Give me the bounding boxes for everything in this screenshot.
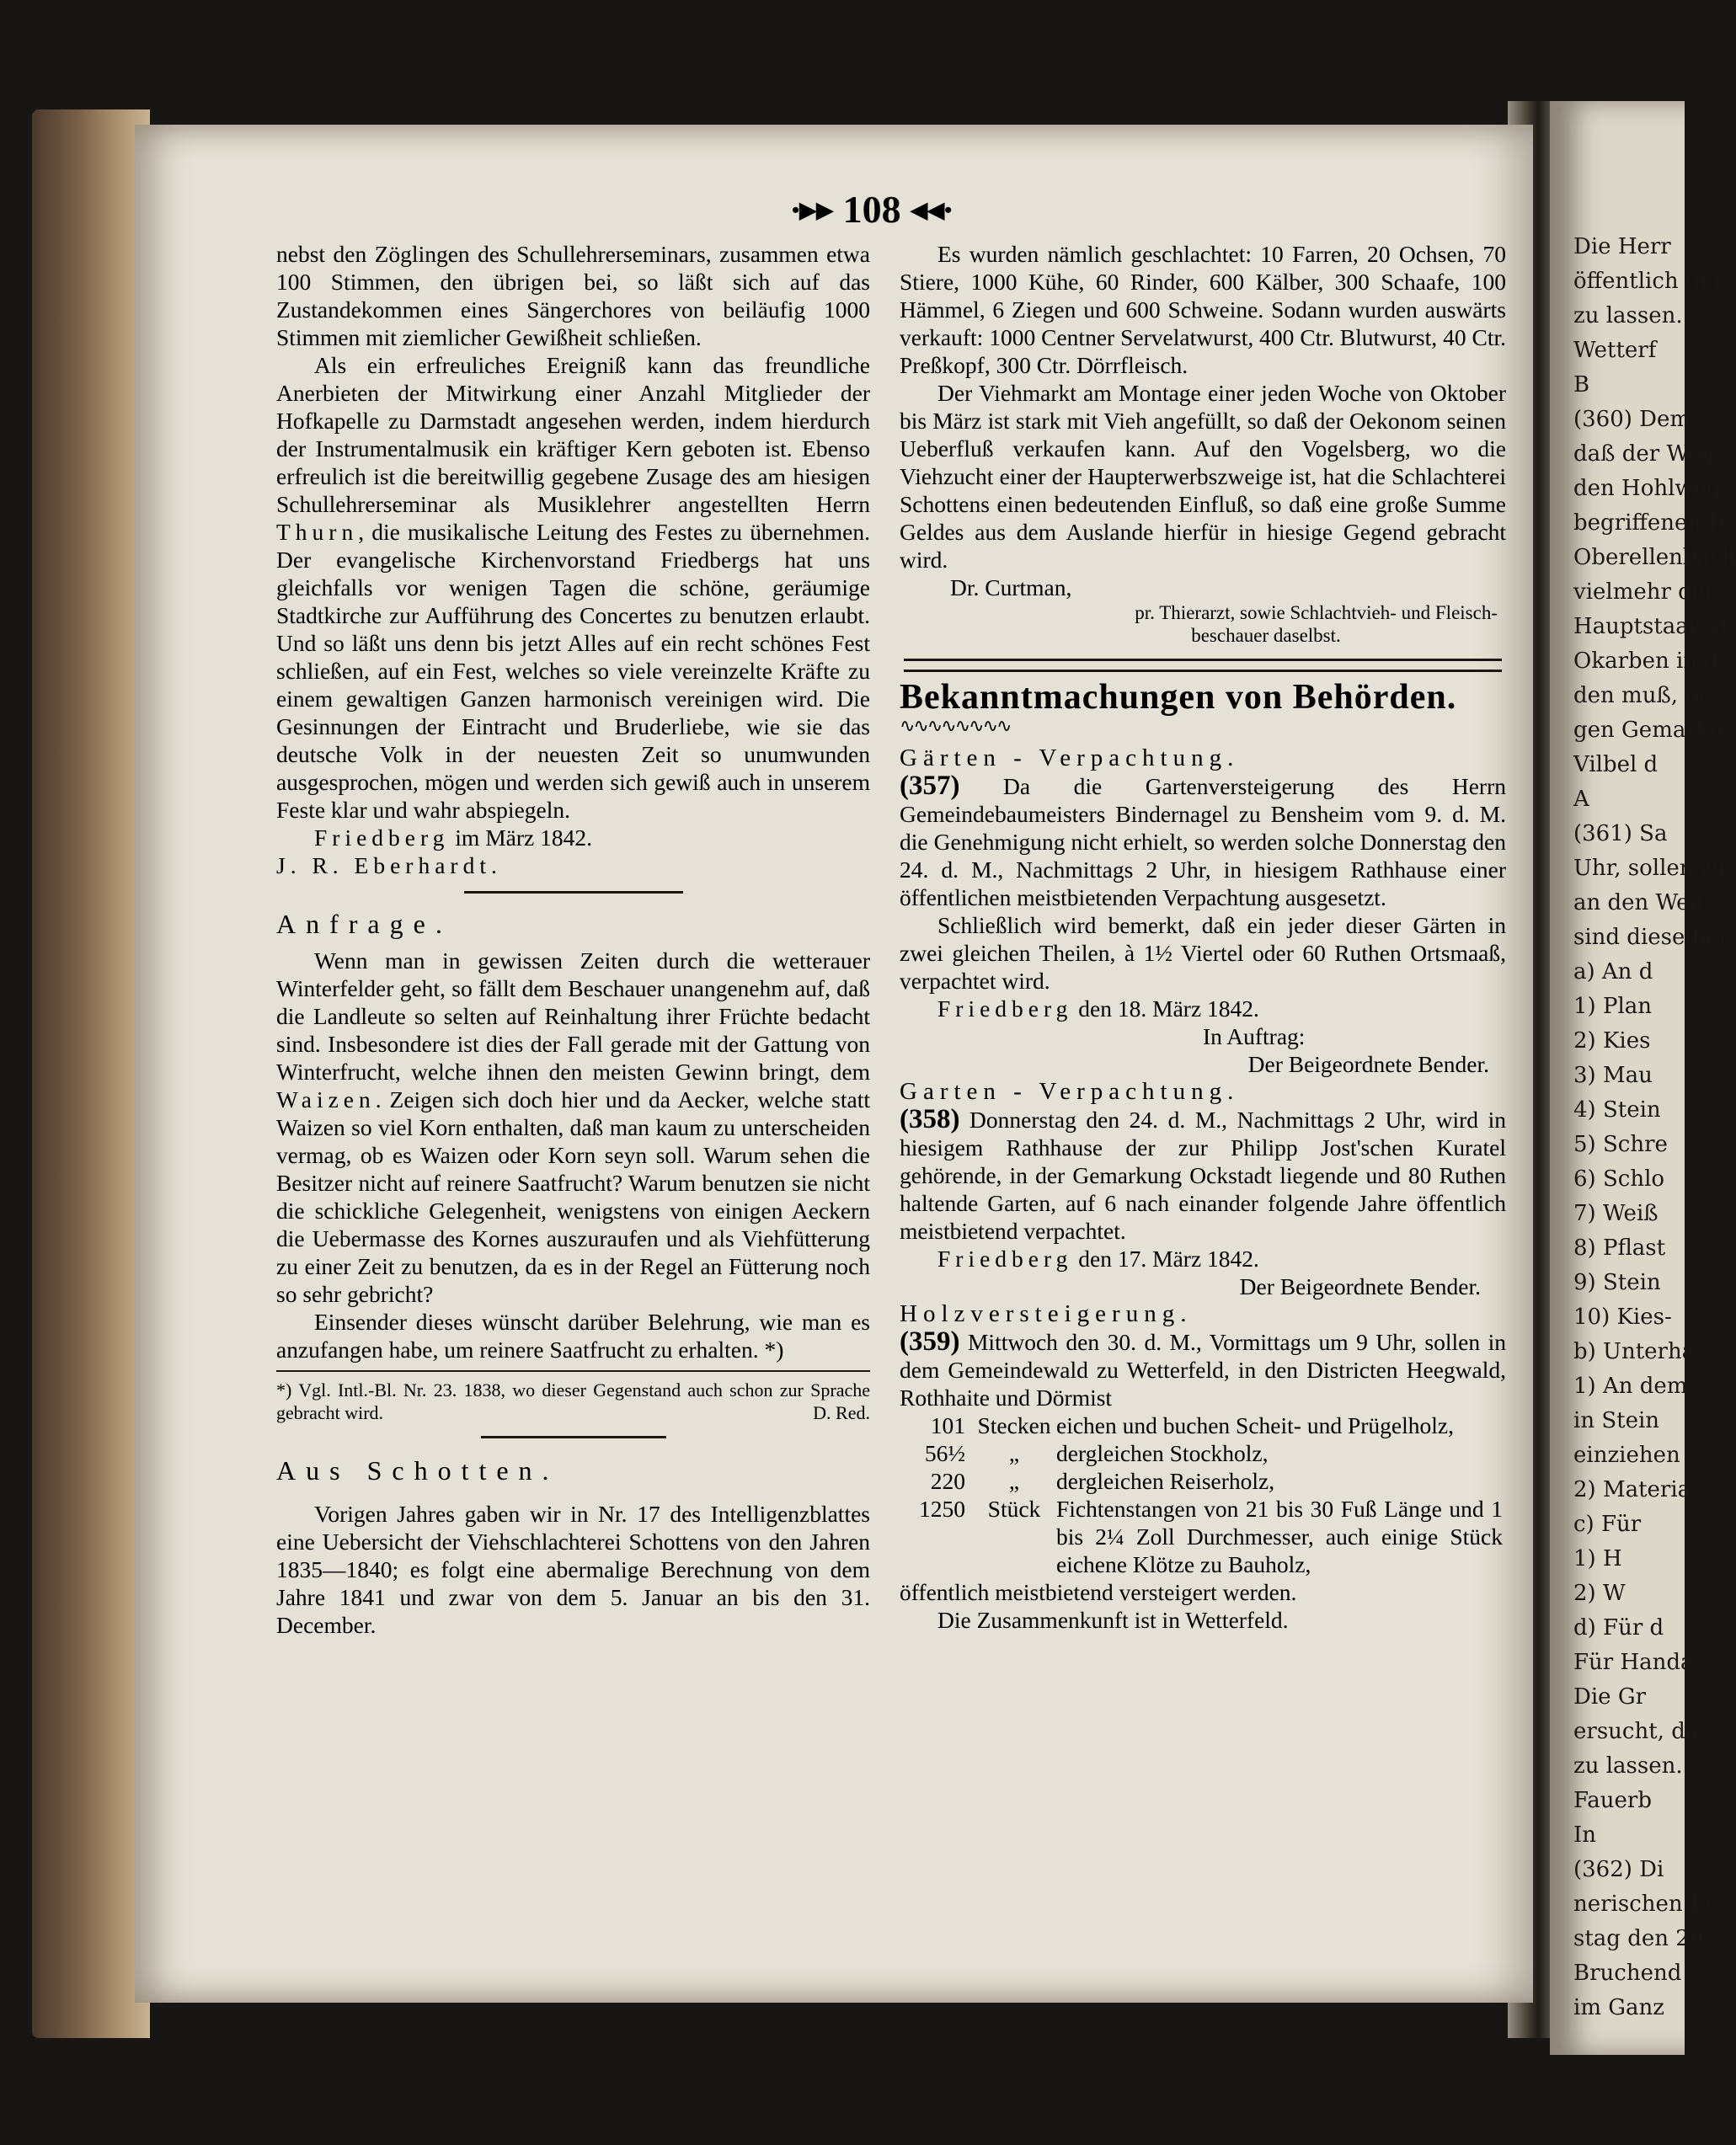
- paragraph-continued: nebst den Zöglingen des Schullehrerseminars, zusammen etwa 100 Stimmen, den übrigen bei, so läßt sich auf das Zustandekommen eines Sängerchores von beiläufig 1000 Stimmen mit ziemlicher Gewißheit schließen.: [276, 241, 870, 350]
- signature-eberhardt: J. R. Eberhardt.: [276, 852, 502, 878]
- next-page-line: zu lassen.: [1573, 1753, 1683, 1779]
- next-page-line: 2) Materia: [1573, 1477, 1691, 1502]
- next-page-line: 9) Stein: [1573, 1270, 1661, 1295]
- place: Friedberg: [937, 1246, 1073, 1272]
- next-page-line: daß der Weg: [1573, 441, 1715, 467]
- notice-359-p3: Die Zusammenkunft ist in Wetterfeld.: [937, 1607, 1289, 1633]
- next-page-line: den muß, bis: [1573, 683, 1717, 708]
- wood-qty: 101: [930, 1412, 965, 1438]
- signature-title-1: pr. Thierarzt, sowie Schlachtvieh- und Fleisch-: [1135, 602, 1498, 623]
- schotten-title: Aus Schotten.: [276, 1455, 559, 1486]
- signature-curtman: Dr. Curtman,: [950, 574, 1072, 600]
- anfrage-paragraph-2: Einsender dieses wünscht darüber Belehrung, wie man es anzufangen habe, um reinere Saatfrucht zu erhalten. *): [276, 1309, 870, 1363]
- wood-desc: Fichtenstangen von 21 bis 30 Fuß Länge und 1 bis 2¼ Zoll Durchmesser, auch einige Stück eichene Klötze zu Bauholz,: [1056, 1496, 1503, 1577]
- next-page-line: Bruchend: [1573, 1961, 1682, 1986]
- text: Mittwoch den 30. d. M., Vormittags um 9 Uhr, sollen in dem Gemeindewald zu Wetterfeld, in den Districten Heegwald, Rothhaite und Dörmist: [900, 1329, 1506, 1411]
- footnote-rule: [276, 1370, 870, 1372]
- notice-number: (359): [900, 1326, 960, 1357]
- notice-358-signature: Der Beigeordnete Bender.: [1239, 1273, 1481, 1299]
- wave-ornament: ∿∿∿∿∿∿∿∿: [900, 715, 1011, 736]
- double-rule: [904, 659, 1502, 672]
- next-page-line: 8) Pflast: [1573, 1235, 1666, 1261]
- notice-359: [900, 1328, 1506, 1411]
- text: . Zeigen sich doch hier und da Aecker, welche statt Waizen so viel Korn enthalten, daß man kaum zu unterscheiden vermag, ob es Waizen oder Korn seyn soll. Warum sehen die Besitzer nicht auf reinere Saatfrucht? Warum benutzen sie nicht die schickliche Gelegenheit, wenigstens von einigen Aeckern die Uebermasse des Kornes auszuraufen und als Viehfütterung zu einer Zeit zu benutzen, da es in der Regel an Fütterung noch so sehr gebricht?: [276, 1086, 870, 1307]
- next-page-line: 6) Schlo: [1573, 1166, 1665, 1192]
- wood-desc: dergleichen Reiserholz,: [1056, 1468, 1275, 1494]
- wood-list-row: [900, 1439, 1503, 1467]
- notice-358: [900, 1106, 1506, 1245]
- next-page-line: ersucht, die: [1573, 1719, 1706, 1744]
- anfrage-paragraph: [276, 947, 870, 1308]
- next-page-line: (361) Sa: [1573, 821, 1668, 846]
- next-page-line: Die Gr: [1573, 1684, 1647, 1710]
- page-number: [792, 187, 952, 232]
- notice-357-date: [900, 995, 1506, 1022]
- wood-unit: „: [1008, 1468, 1020, 1494]
- next-page-line: Oberellenbach: [1573, 545, 1736, 570]
- next-page-line: 4) Stein: [1573, 1097, 1661, 1123]
- next-page-line: öffentlich in i: [1573, 269, 1721, 294]
- right-column: [900, 240, 1506, 1634]
- next-page-line: Vilbel d: [1573, 752, 1659, 777]
- next-page-line: 2) W: [1573, 1581, 1626, 1606]
- next-page-line: im Ganz: [1573, 1995, 1664, 2020]
- place: Friedberg: [314, 824, 450, 851]
- wood-list-row: [900, 1467, 1503, 1495]
- notice-number: (357): [900, 771, 960, 801]
- date: den 17. März 1842.: [1072, 1246, 1259, 1272]
- text: , die musikalische Leitung des Festes zu übernehmen. Der evangelische Kirchenvorstand Friedbergs hat uns gleichfalls vor wenigen Tagen die schöne, geräumige Stadtkirche zur Aufführung des Concertes zu benutzen erlaubt. Und so läßt uns denn bis jetzt Alles auf ein recht schönes Fest schließen, auf ein Fest, welches so viele vereinzelte Kräfte zu einem gewaltigen Ganzen harmonisch vereinigen wird. Die Gesinnungen der Eintracht und Bruderliebe, wie sie das deutsche Volk in der neuesten Zeit so unumwunden ausgesprochen, mögen und werden sich gewiß auch in unserem Feste klar und wahr abspiegeln.: [276, 519, 870, 823]
- wood-unit: Stück: [987, 1496, 1041, 1522]
- next-page-line: 1) An dem: [1573, 1374, 1688, 1399]
- next-page-line: b) Unterha: [1573, 1339, 1696, 1364]
- wood-list-row: [900, 1495, 1503, 1578]
- next-page-line: Hauptstaatsst: [1573, 614, 1729, 639]
- anfrage-title: Anfrage.: [276, 909, 452, 939]
- market-paragraph: Der Viehmarkt am Montage einer jeden Woche von Oktober bis März ist stark mit Vieh angefüllt, so daß der Oekonom seinen Ueberfluß verkaufen kann. Auf den Vogelsberg, wo die Viehzucht einer der Haupterwerbszweige ist, hat die Schlachterei Schottens einen bedeutenden Einfluß, so daß eine große Summe Geldes aus dem Auslande hierfür in hiesige Gegend gebracht wird.: [900, 380, 1506, 573]
- next-page-line: A: [1573, 787, 1589, 812]
- date: im März 1842.: [449, 824, 592, 851]
- next-page-line: Die Herr: [1573, 234, 1671, 259]
- date: den 18. März 1842.: [1072, 995, 1259, 1022]
- wood-unit: „: [1008, 1440, 1020, 1466]
- text: Wenn man in gewissen Zeiten durch die wetterauer Winterfelder geht, so fällt dem Beschauer unangenehm auf, daß die Landleute so selten auf Reinhaltung ihrer Früchte bedacht sind. Insbesondere ist dies der Fall gerade mit der Gattung von Winterfrucht, welche ihnen den meisten Gewinn bringt, dem: [276, 947, 870, 1085]
- next-page-line: den Hohlweg: [1573, 476, 1721, 501]
- next-page-line: Für Handa: [1573, 1650, 1694, 1675]
- next-page-line: 7) Weiß: [1573, 1201, 1659, 1226]
- text: Da die Gartenversteigerung des Herrn Gemeindebaumeisters Bindernagel zu Bensheim vom 9. d. M. die Genehmigung nicht erhielt, so werden solche Donnerstag den 24. d. M., Nachmittags 2 Uhr, in hiesigem Rathhause einer öffentlichen meistbietenden Verpachtung ausgesetzt.: [900, 773, 1506, 910]
- next-page-line: nerischen Er: [1573, 1892, 1717, 1917]
- footnote-signature: D. Red.: [813, 1402, 870, 1423]
- section-title: Bekanntmachungen von Behörden.: [900, 678, 1457, 717]
- ornament-right: ◀◀•: [911, 198, 953, 222]
- page-number-text: 108: [842, 188, 901, 231]
- next-page-line: sind dieselben: [1573, 925, 1733, 950]
- next-page-line: 10) Kies-: [1573, 1305, 1672, 1330]
- next-page-line: Okarben in d: [1573, 648, 1719, 674]
- text: Donnerstag den 24. d. M., Nachmittags 2 Uhr, wird in hiesigem Rathhause der zur Philipp Jost'schen Kuratel gehörende, in der Gemarkung Ockstadt liegende und 80 Ruthen haltende Garten, auf 6 nach einander folgende Jahre öffentlich meistbietend verpachtet.: [900, 1107, 1506, 1244]
- left-column: [276, 240, 870, 1639]
- wood-list: [900, 1411, 1503, 1578]
- wood-desc: dergleichen Stockholz,: [1056, 1440, 1269, 1466]
- name-thurn: Thurn: [276, 519, 359, 545]
- slaughter-paragraph: Es wurden nämlich geschlachtet: 10 Farren, 20 Ochsen, 70 Stiere, 1000 Kühe, 60 Rinder, 600 Kälber, 300 Schaafe, 100 Hämmel, 6 Ziegen und 600 Schweine. Sodann wurden auswärts verkauft: 1000 Centner Servelatwurst, 400 Ctr. Blutwurst, 40 Ctr. Preßkopf, 300 Ctr. Dörrfleisch.: [900, 241, 1506, 378]
- signature-title-2: beschauer daselbst.: [1191, 625, 1341, 646]
- wood-unit: Stecken: [977, 1412, 1051, 1438]
- next-page-line: c) Für: [1573, 1512, 1642, 1537]
- notice-357-signature: Der Beigeordnete Bender.: [1247, 1051, 1489, 1077]
- notice-358-date: [900, 1245, 1506, 1273]
- next-page-line: a) An d: [1573, 959, 1653, 984]
- next-page-line: Wetterf: [1573, 338, 1657, 363]
- next-page-line: (360) Dem: [1573, 407, 1691, 432]
- wood-list-row: [900, 1411, 1503, 1439]
- next-page-line: Uhr, sollen zu: [1573, 856, 1727, 881]
- next-page-line: 5) Schre: [1573, 1132, 1668, 1157]
- place: Friedberg: [937, 995, 1073, 1022]
- schotten-paragraph: Vorigen Jahres gaben wir in Nr. 17 des Intelligenzblattes eine Uebersicht der Viehschlachterei Schottens von den Jahren 1835—1840; es folgt eine abermalige Berechnung von dem Jahre 1841 und zwar von dem 5. Januar an bis den 31. December.: [276, 1501, 870, 1638]
- notice-359-heading: Holzversteigerung.: [900, 1300, 1193, 1327]
- next-page-line: 2) Kies: [1573, 1028, 1651, 1054]
- next-page-fragment: [1550, 101, 1736, 2055]
- wood-qty: 1250: [919, 1496, 965, 1522]
- text: Als ein erfreuliches Ereigniß kann das freundliche Anerbieten der Mitwirkung einer Anzahl Mitglieder der Hofkapelle zu Darmstadt angesehen werden, indem hierdurch der Instrumentalmusik ein kräftiger Kern geboten ist. Ebenso erfreulich ist die bereitwillig gegebene Zusage des am hiesigen Schullehrerseminar als Musiklehrer angestellten Herrn: [276, 352, 870, 517]
- notice-358-heading: Garten - Verpachtung.: [900, 1078, 1240, 1105]
- word-waizen: Waizen: [276, 1086, 376, 1113]
- book-edge: [32, 109, 150, 2038]
- notice-357-p2: Schließlich wird bemerkt, daß ein jeder dieser Gärten in zwei gleichen Theilen, à 1½ Viertel oder 60 Ruthen Ortsmaaß, verpachtet wird.: [900, 912, 1506, 994]
- next-page-line: (362) Di: [1573, 1857, 1664, 1882]
- next-page-line: zu lassen.: [1573, 303, 1683, 328]
- notice-357: [900, 772, 1506, 911]
- footnote: [276, 1379, 870, 1424]
- next-page-line: In: [1573, 1822, 1597, 1848]
- wood-qty: 56½: [924, 1440, 965, 1466]
- footnote-text: *) Vgl. Intl.-Bl. Nr. 23. 1838, wo dieser Gegenstand auch schon zur Sprache gebracht wird.: [276, 1379, 870, 1423]
- wood-qty: 220: [930, 1468, 965, 1494]
- next-page-line: vielmehr der: [1573, 579, 1716, 605]
- next-page-line: d) Für d: [1573, 1615, 1664, 1641]
- next-page-line: 1) H: [1573, 1546, 1622, 1571]
- paragraph-festival: [276, 351, 870, 824]
- ornament-left: •▶▶: [792, 198, 834, 222]
- next-page-line: Fauerb: [1573, 1788, 1652, 1813]
- next-page-line: gen Gemarku: [1573, 718, 1724, 743]
- next-page-line: B: [1573, 372, 1590, 398]
- notice-357-auftrag: In Auftrag:: [1203, 1023, 1306, 1049]
- next-page-line: einziehen: [1573, 1443, 1680, 1468]
- next-page-line: 1) Plan: [1573, 994, 1653, 1019]
- next-page-line: begriffenen B: [1573, 510, 1725, 536]
- notice-number: (358): [900, 1104, 960, 1134]
- next-page-line: in Stein: [1573, 1408, 1660, 1433]
- place-date: [276, 824, 870, 851]
- wood-desc: eichen und buchen Scheit- und Prügelholz,: [1056, 1412, 1454, 1438]
- notice-359-p2: öffentlich meistbietend versteigert werden.: [900, 1579, 1297, 1605]
- next-page-line: stag den 29: [1573, 1926, 1704, 1951]
- next-page-line: an den Wen: [1573, 890, 1704, 915]
- next-page-line: 3) Mau: [1573, 1063, 1653, 1088]
- notice-357-heading: Gärten - Verpachtung.: [900, 744, 1240, 771]
